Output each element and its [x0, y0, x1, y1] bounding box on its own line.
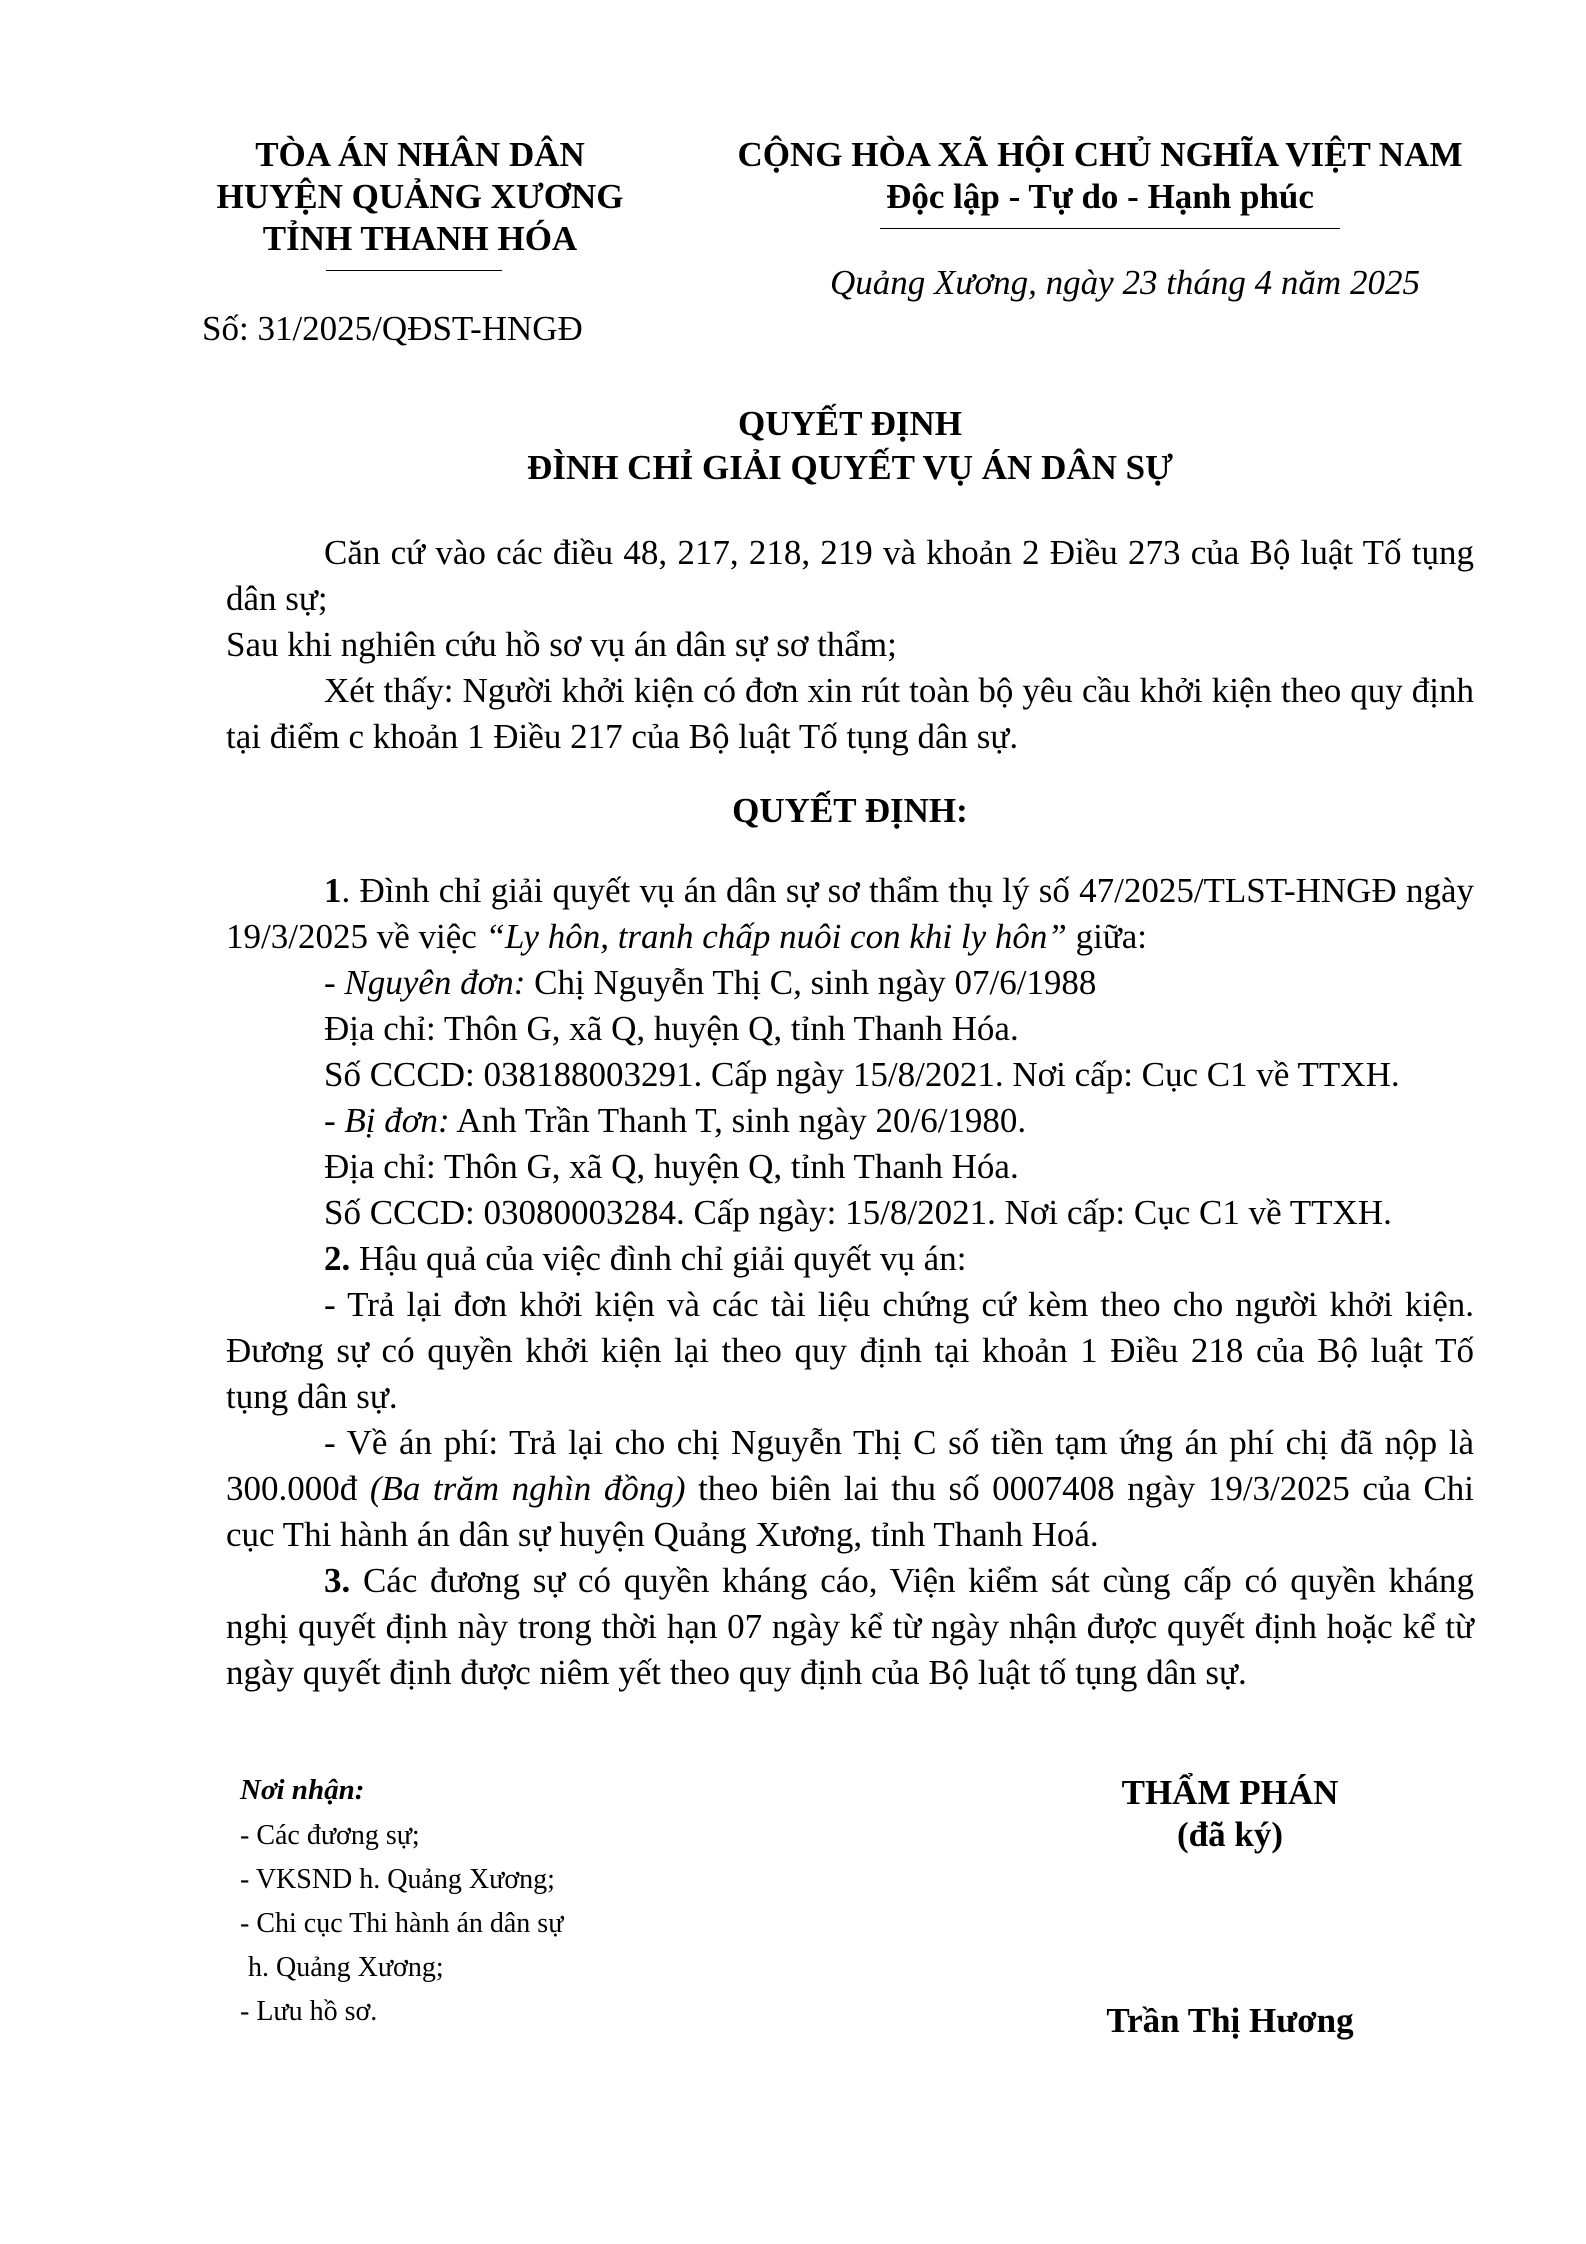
recipient-item: - VKSND h. Quảng Xương; [240, 1864, 555, 1895]
decision-heading: QUYẾT ĐỊNH: [732, 791, 968, 830]
title-line-2: ĐÌNH CHỈ GIẢI QUYẾT VỤ ÁN DÂN SỰ [527, 448, 1173, 487]
signed-status: (đã ký) [1177, 1815, 1283, 1854]
review-paragraph: Sau khi nghiên cứu hồ sơ vụ án dân sự sơ thẩm; [226, 625, 897, 664]
national-header [720, 134, 1480, 218]
defendant-address: Địa chỉ: Thôn G, xã Q, huyện Q, tỉnh Thanh Hóa. [324, 1147, 1019, 1186]
defendant-info: Anh Trần Thanh T, sinh ngày 20/6/1980. [449, 1101, 1027, 1140]
plaintiff-label: Nguyên đơn: [344, 963, 526, 1002]
fee-amount-words: (Ba trăm nghìn đồng) [369, 1469, 686, 1508]
item-3-number: 3. [324, 1561, 351, 1600]
recipient-item: h. Quảng Xương; [248, 1952, 444, 1983]
national-motto: Độc lập - Tự do - Hạnh phúc [886, 177, 1314, 216]
issue-date: Quảng Xương, ngày 23 tháng 4 năm 2025 [830, 263, 1420, 302]
defendant-label: Bị đơn: [344, 1101, 450, 1140]
right-header-rule [880, 228, 1340, 229]
document-title [226, 402, 1474, 490]
defendant-line: - Bị đơn: Anh Trần Thanh T, sinh ngày 20/6/1980. [324, 1101, 1027, 1140]
court-name [170, 134, 670, 260]
item-2-bullet-1: - Trả lại đơn khởi kiện và các tài liệu chứng cứ kèm theo cho người khởi kiện. Đương sự có quyền khởi kiện lại theo quy định tại khoản 1 Điều 218 của Bộ luật Tố tụng dân sự. [226, 1285, 1474, 1416]
plaintiff-id: Số CCCD: 038188003291. Cấp ngày 15/8/2021. Nơi cấp: Cục C1 về TTXH. [324, 1055, 1400, 1094]
court-line-2: HUYỆN QUẢNG XƯƠNG [216, 177, 624, 216]
finding-paragraph: Xét thấy: Người khởi kiện có đơn xin rút toàn bộ yêu cầu khởi kiện theo quy định tại điểm c khoản 1 Điều 217 của Bộ luật Tố tụng dân sự. [226, 671, 1474, 756]
item-1-number: 1 [324, 871, 342, 910]
recipient-item: - Chi cục Thi hành án dân sự [240, 1908, 564, 1939]
item-2-bullet-2 [226, 1420, 1474, 1558]
fee-receipt-text: theo biên lai thu số 0007408 ngày 19/3/2025 của Chi cục Thi hành án dân sự huyện Quảng Xương, tỉnh Thanh Hoá. [226, 1469, 1475, 1554]
court-line-1: TÒA ÁN NHÂN DÂN [255, 135, 585, 174]
recipient-item: - Các đương sự; [240, 1820, 420, 1851]
judge-title: THẨM PHÁN [1121, 1773, 1339, 1812]
item-3-paragraph [226, 1558, 1474, 1696]
title-line-1: QUYẾT ĐỊNH [738, 404, 962, 443]
plaintiff-info: Chị Nguyễn Thị C, sinh ngày 07/6/1988 [525, 963, 1097, 1002]
item-1-text-end: giữa: [1066, 917, 1148, 956]
document-number: Số: 31/2025/QĐST-HNGĐ [202, 309, 583, 348]
legal-basis-paragraph: Căn cứ vào các điều 48, 217, 218, 219 và khoản 2 Điều 273 của Bộ luật Tố tụng dân sự; [226, 533, 1474, 618]
court-line-3: TỈNH THANH HÓA [262, 219, 578, 258]
recipients-label: Nơi nhận: [240, 1774, 365, 1806]
item-2-heading [324, 1236, 966, 1282]
item-1-text: . Đình chỉ giải quyết vụ án dân sự sơ thẩm thụ lý số 47/2025/TLST-HNGĐ ngày 19/3/2025 về việc [226, 871, 1474, 956]
fee-text: - Về án phí: Trả lại cho chị Nguyễn Thị C số tiền tạm ứng án phí chị đã nộp là 300.000đ [226, 1423, 1474, 1508]
national-name: CỘNG HÒA XÃ HỘI CHỦ NGHĨA VIỆT NAM [737, 135, 1463, 174]
item-2-text: Hậu quả của việc đình chỉ giải quyết vụ án: [350, 1239, 967, 1278]
case-name: “Ly hôn, tranh chấp nuôi con khi ly hôn” [485, 917, 1067, 956]
judge-name: Trần Thị Hương [1106, 2001, 1354, 2040]
plaintiff-address: Địa chỉ: Thôn G, xã Q, huyện Q, tỉnh Thanh Hóa. [324, 1009, 1019, 1048]
left-header-rule [326, 270, 502, 271]
recipient-item: - Lưu hồ sơ. [240, 1996, 378, 2027]
item-1-paragraph [226, 868, 1474, 960]
defendant-id: Số CCCD: 03080003284. Cấp ngày: 15/8/2021. Nơi cấp: Cục C1 về TTXH. [324, 1193, 1392, 1232]
item-2-number: 2. [324, 1239, 351, 1278]
signature-block [1020, 1772, 1440, 1856]
plaintiff-line: - Nguyên đơn: Chị Nguyễn Thị C, sinh ngày 07/6/1988 [324, 963, 1097, 1002]
item-3-text: Các đương sự có quyền kháng cáo, Viện kiểm sát cùng cấp có quyền kháng nghị quyết định này trong thời hạn 07 ngày kể từ ngày nhận được quyết định hoặc kể từ ngày quyết định được niêm yết theo quy định của Bộ luật tố tụng dân sự. [226, 1561, 1474, 1692]
